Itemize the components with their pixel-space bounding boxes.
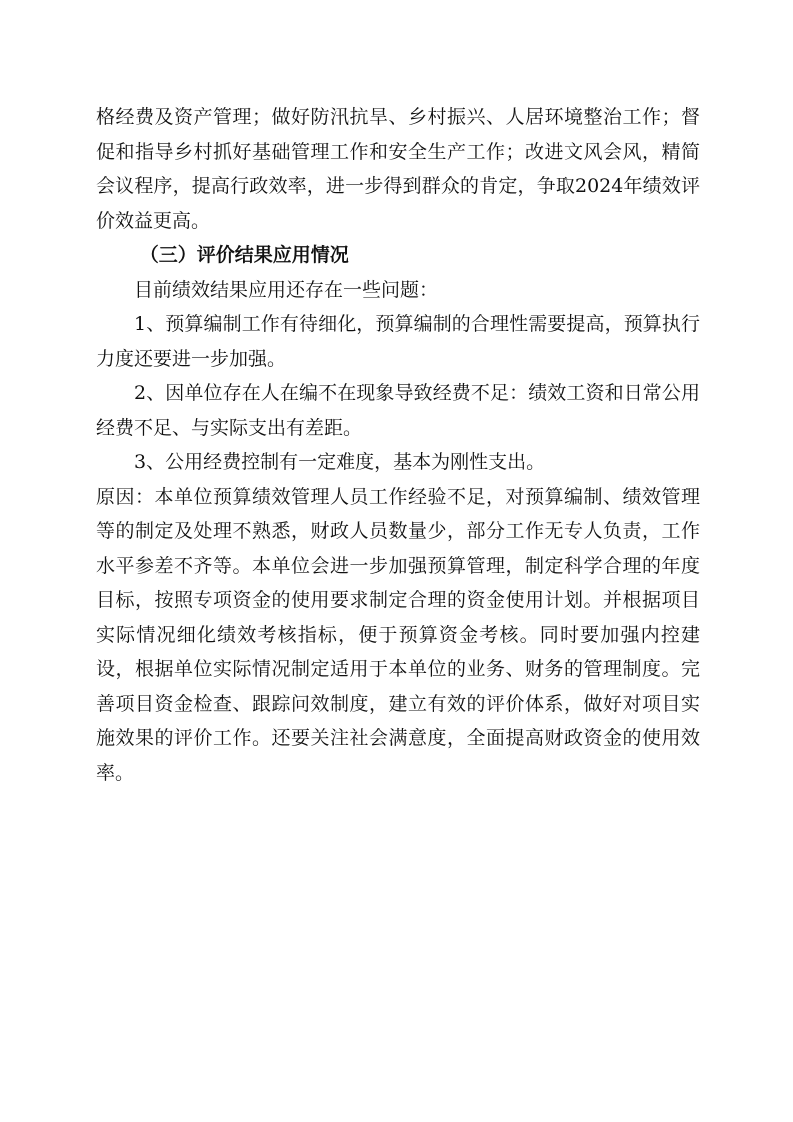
document-page	[96, 100, 700, 790]
issue-item-1: 1、预算编制工作有待细化，预算编制的合理性需要提高，预算执行力度还要进一步加强。	[96, 313, 700, 370]
issue-item-2: 2、因单位存在人在编不在现象导致经费不足：绩效工资和日常公用经费不足、与实际支出有差距。	[96, 382, 700, 439]
reason-paragraph: 原因：本单位预算绩效管理人员工作经验不足，对预算编制、绩效管理等的制定及处理不熟悉，财政人员数量少，部分工作无专人负责，工作水平参差不齐等。本单位会进一步加强预算管理，制定科学合理的年度目标，按照专项资金的使用要求制定合理的资金使用计划。并根据项目实际情况细化绩效考核指标，便于预算资金考核。同时要加强内控建设，根据单位实际情况制定适用于本单位的业务、财务的管理制度。完善项目资金检查、跟踪问效制度，建立有效的评价体系，做好对项目实施效果的评价工作。还要关注社会满意度，全面提高财政资金的使用效率。	[96, 485, 700, 784]
issue-item-3: 3、公用经费控制有一定难度，基本为刚性支出。	[134, 451, 546, 473]
section-heading: （三）评价结果应用情况	[139, 244, 349, 266]
intro-paragraph: 目前绩效结果应用还存在一些问题：	[134, 278, 439, 301]
continuation-paragraph: 格经费及资产管理；做好防汛抗旱、乡村振兴、人居环境整治工作；督促和指导乡村抓好基础管理工作和安全生产工作；改进文风会风，精简会议程序，提高行政效率，进一步得到群众的肯定，争取2024年绩效评价效益更高。	[96, 106, 700, 232]
